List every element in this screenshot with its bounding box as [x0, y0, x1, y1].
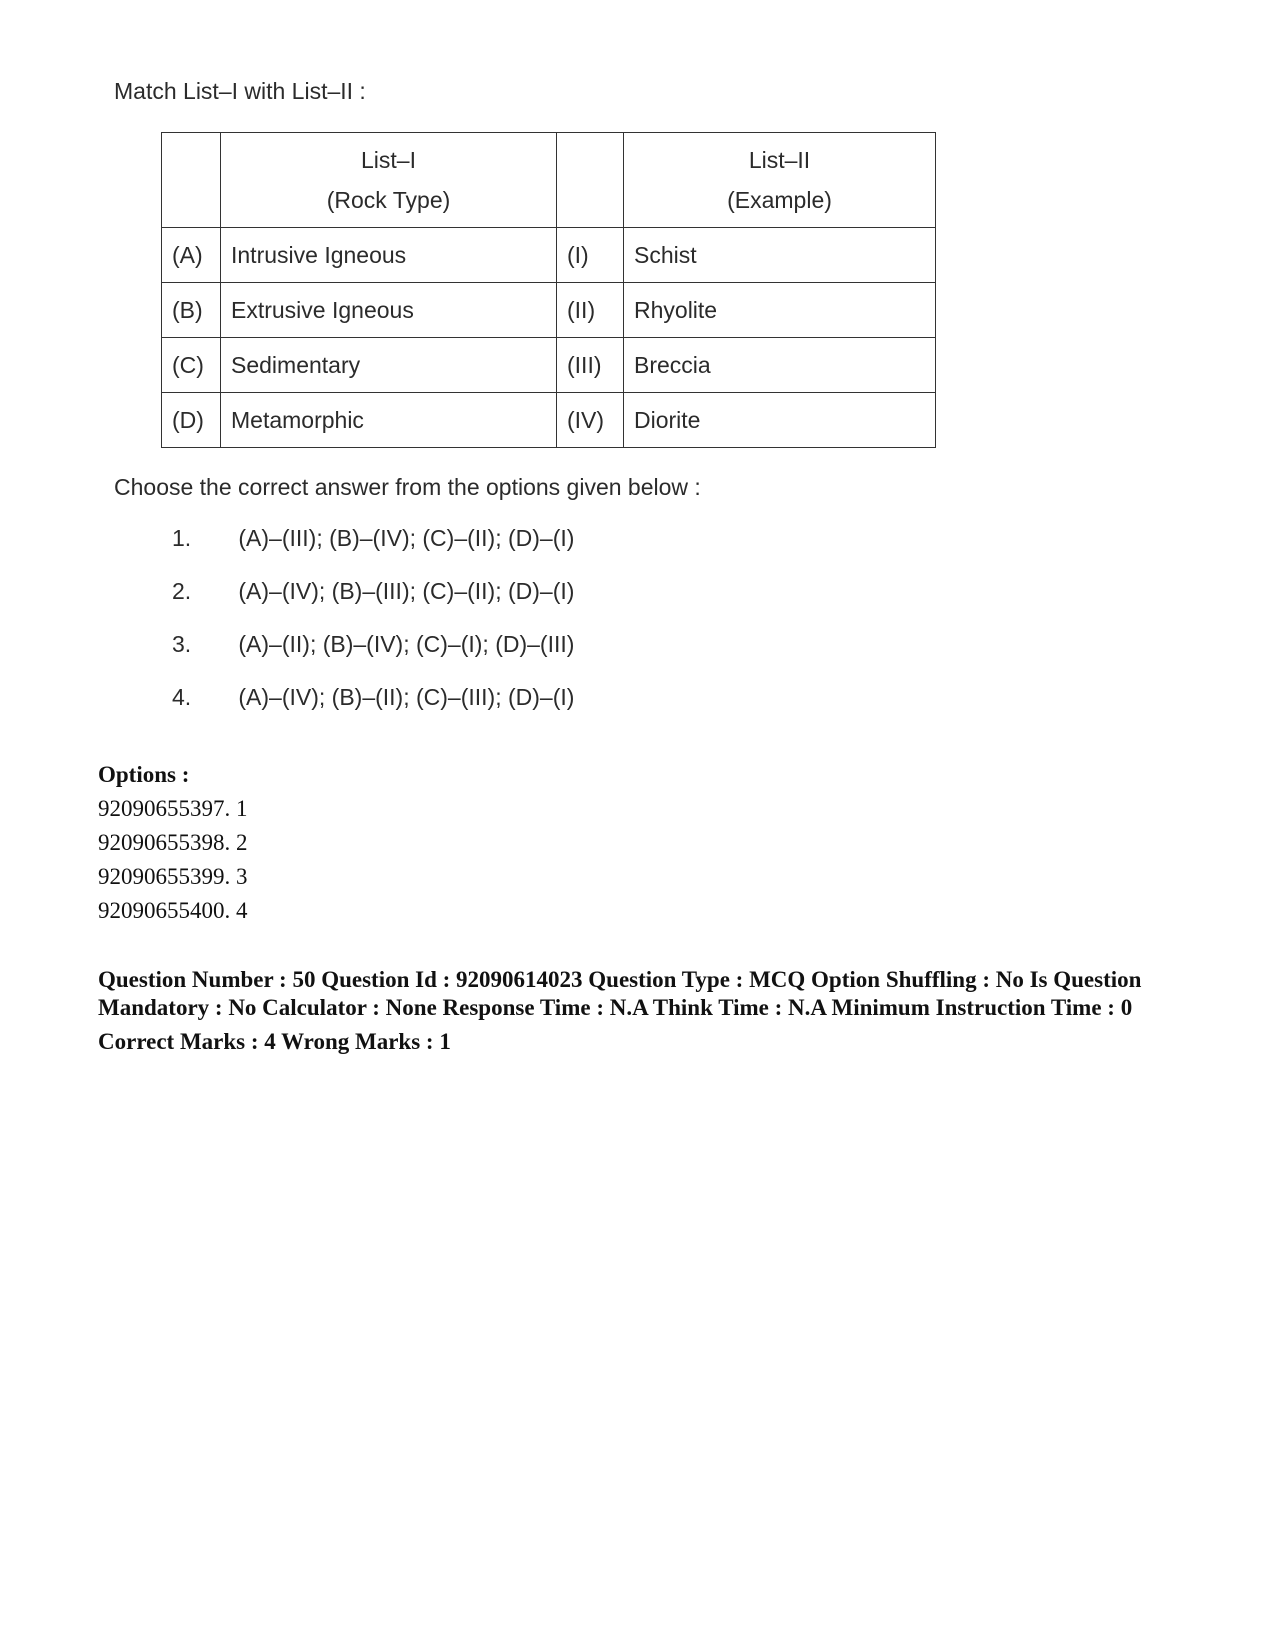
choice-text: (A)–(III); (B)–(IV); (C)–(II); (D)–(I)	[238, 525, 575, 551]
list1-header	[221, 133, 557, 228]
row-label: (A)	[162, 228, 221, 283]
question-info: Question Number : 50 Question Id : 92090614023 Question Type : MCQ Option Shuffling : No Is Question Mandatory : No Calculator : None Response Time : N.A Think Time : N.A Minimum Instruction Time : 0	[98, 967, 1142, 1020]
choice-item	[172, 525, 574, 578]
row-num: (II)	[557, 283, 624, 338]
choice-text: (A)–(IV); (B)–(III); (C)–(II); (D)–(I)	[238, 578, 575, 604]
row-example: Schist	[624, 228, 936, 283]
option-item: 92090655400. 4	[98, 898, 248, 923]
options-title: Options :	[98, 762, 190, 787]
row-label: (B)	[162, 283, 221, 338]
choose-prompt: Choose the correct answer from the options given below :	[114, 474, 701, 500]
list1-title: List–I	[361, 147, 416, 173]
choice-text: (A)–(II); (B)–(IV); (C)–(I); (D)–(III)	[238, 631, 575, 657]
choice-item	[172, 684, 574, 737]
table-row	[162, 338, 936, 393]
marks-info: Correct Marks : 4 Wrong Marks : 1	[98, 1029, 451, 1054]
choice-list	[172, 525, 574, 737]
table-row	[162, 283, 936, 338]
choice-item	[172, 631, 574, 684]
match-instruction: Match List–I with List–II :	[114, 78, 366, 104]
header-empty-cell	[557, 133, 624, 228]
table-header-row	[162, 133, 936, 228]
row-example: Diorite	[624, 393, 936, 448]
choice-number: 4.	[172, 684, 192, 710]
row-example: Rhyolite	[624, 283, 936, 338]
list1-subtitle: (Rock Type)	[326, 187, 451, 213]
option-item: 92090655397. 1	[98, 796, 248, 821]
row-num: (IV)	[557, 393, 624, 448]
table-row	[162, 228, 936, 283]
row-label: (C)	[162, 338, 221, 393]
table-row	[162, 393, 936, 448]
row-item: Intrusive Igneous	[221, 228, 557, 283]
choice-number: 2.	[172, 578, 192, 604]
row-item: Sedimentary	[221, 338, 557, 393]
option-item: 92090655398. 2	[98, 830, 248, 855]
row-item: Metamorphic	[221, 393, 557, 448]
option-item: 92090655399. 3	[98, 864, 248, 889]
match-table	[161, 132, 936, 448]
row-label: (D)	[162, 393, 221, 448]
choice-item	[172, 578, 574, 631]
row-num: (III)	[557, 338, 624, 393]
question-meta	[98, 758, 1188, 1056]
row-num: (I)	[557, 228, 624, 283]
row-example: Breccia	[624, 338, 936, 393]
choice-number: 3.	[172, 631, 192, 657]
row-item: Extrusive Igneous	[221, 283, 557, 338]
list2-header	[624, 133, 936, 228]
list2-title: List–II	[748, 147, 811, 173]
choice-number: 1.	[172, 525, 192, 551]
choice-text: (A)–(IV); (B)–(II); (C)–(III); (D)–(I)	[238, 684, 575, 710]
list2-subtitle: (Example)	[727, 187, 832, 213]
header-empty-cell	[162, 133, 221, 228]
